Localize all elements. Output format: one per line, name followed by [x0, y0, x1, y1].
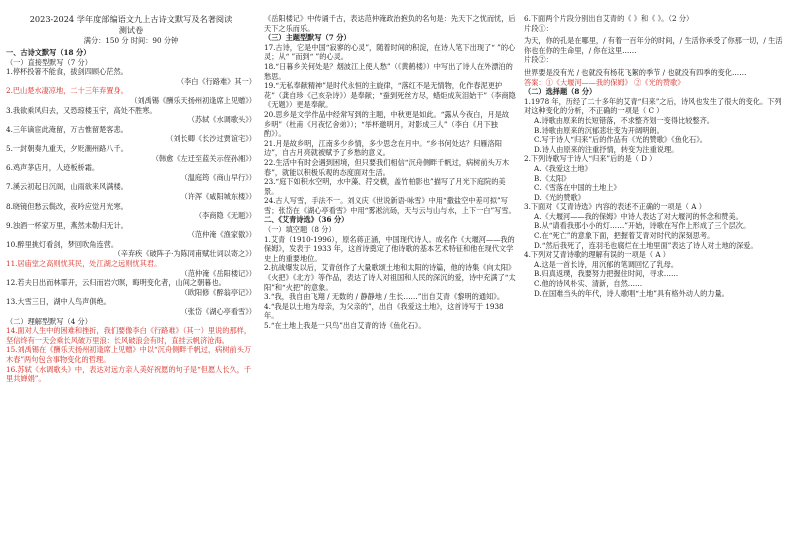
passage-1: 为天，你的孔是在哪里，/ 有着一百年分的时间，/ 生活你承受了你那一切，/ 生活你也在你的生命里，/ 你在这里……	[524, 36, 783, 55]
question-27: 3.“我，我自由飞翔 / 无数的 / 静静地 / 生长……”出自艾青《黎明的通知》。	[264, 292, 505, 302]
exam-title: 2023-2024 学年度部编语文九上古诗文默写及名著阅读	[29, 14, 233, 24]
question-13-source: （张岱《湖心亭看雪》）	[180, 307, 256, 317]
question-5-source: （韩愈《左迁至蓝关示侄孙湘》）	[151, 153, 256, 163]
section-heading: 一、古诗文默写（18 分）	[6, 48, 91, 57]
question-3-source: （苏轼《水调歌头》）	[187, 115, 256, 125]
question-16: 16.苏轼《水调歌头》中，表达对远方亲人美好祝愿的句子是“但愿人长久，千里共婵娟”。	[6, 364, 252, 384]
question-23: 23.“庭下如积水空明，水中藻、荇交横，盖竹柏影也”描写了月光下庭院的美景。	[264, 177, 506, 196]
question-10-source: （辛弃疾《破阵子·为陈同甫赋壮词以寄之》）	[113, 249, 256, 259]
subsection-heading: （一）直接型默写（7 分）	[6, 57, 92, 67]
question-7: 7.溪云初起日沉阁，山雨欲来风满楼。	[6, 182, 128, 192]
question-21: 21.月是故乡明，江南多少乡情，多少思念在月中。“乡书何处达？归雁洛阳边”，自古月亮就被赋予了乡愁的意义。	[264, 138, 502, 158]
option-b: B.归真返璞，我要努力把握住时间，寻求……	[534, 269, 679, 279]
option-d: D.“然后我死了，连羽毛也腐烂在土地里面”表达了诗人对土地的深爱。	[534, 240, 758, 250]
question-30: 6.下面两个片段分别出自艾青的《 》和《 》。（2 分）	[524, 14, 694, 23]
question-5: 5.一封朝奏九重天，夕贬潮州路八千。	[6, 143, 128, 153]
question-2-source: （刘禹锡《酬乐天扬州初逢席上见赠》）	[130, 95, 256, 105]
question-2: 2.巴山楚水凄凉地，二十三年弃置身。	[6, 86, 128, 96]
option-d: D.在国难当头的年代，诗人歌唱“土地”具有格外动人的力量。	[534, 288, 729, 298]
option-b: B.《太阳》	[534, 173, 571, 183]
question-11-source: （范仲淹《岳阳楼记》）	[180, 268, 256, 278]
passage-1-heading: 片段①：	[524, 23, 553, 33]
subsection-heading: （二）选择题（8 分）	[524, 87, 597, 97]
question-19: 19.“无私奉献精神”是时代永恒的主旋律，“落红不是无情物，化作春泥更护花”（龚自珍《己亥杂诗》）是奉献；“蚕到死丝方尽，蜡炬成灰泪始干”（李商隐《无题》）更是奉献。	[264, 81, 516, 110]
option-a: A.《大堰河——我的保姆》中诗人表达了对大堰河的怀念和赞美。	[534, 211, 743, 221]
passage-2-heading: 片段②：	[524, 55, 553, 65]
option-a: A.《我爱这土地》	[534, 163, 592, 173]
question-14: 14.面对人生中的困难和挫折，我们要像李白《行路难》（其一）里说的那样，坚信终有一天会乘长风破万里浪：长风破浪会有时，直挂云帆济沧海。	[6, 326, 252, 345]
question-8: 8.晓镜但愁云鬓改，夜吟应觉月光寒。	[6, 201, 128, 211]
option-d: D.《光的赞歌》	[534, 192, 585, 202]
subsection-heading: （三）主题型默写（7 分）	[264, 33, 351, 43]
option-c: C.写于诗人“归来”后的作品有《光的赞歌》《鱼化石》。	[534, 135, 707, 145]
section-heading: 二、《艾青诗选》（36 分）	[264, 215, 349, 225]
question-3: 3.我欲乘风归去，又恐琼楼玉宇，高处不胜寒。	[6, 105, 157, 115]
question-8-source: （李商隐《无题》）	[194, 211, 256, 221]
passage-2: 世界要是没有光 / 也就没有杨花飞絮的季节 / 也就没有四季的变化……	[524, 67, 747, 77]
question-12-source: （欧阳修《醉翁亭记》）	[180, 287, 256, 297]
option-c: C.《雪落在中国的土地上》	[534, 183, 621, 193]
question-6: 6.鸡声茅店月，人迹板桥霜。	[6, 163, 100, 173]
question-9-source: （范仲淹《渔家傲》）	[187, 230, 256, 240]
question-18: 18.“日暮乡关何处是？烟波江上使人愁”（《黄鹤楼》）中写出了诗人在外漂泊的愁思。	[264, 61, 513, 81]
question-34: 4.下列对艾青诗歌的理解有误的一项是（ A ）	[524, 250, 670, 260]
question-15: 15.刘禹锡在《酬乐天扬州初逢席上见赠》中以“沉舟侧畔千帆过，病树前头万木春”两句包含事物变化的哲理。	[6, 345, 252, 364]
option-c: C.他的诗风朴实、清新，自然……	[534, 279, 643, 289]
question-32: 2.下列诗歌写于诗人“归来”后的是（ D ）	[524, 154, 657, 164]
question-28: 4.“我是以土地为母亲，为父亲的”，出自《我爱这土地》，这首诗写于 1938 年。	[264, 301, 504, 321]
option-c: C.在“死亡”的意象下面，把握着艾青对时代的深刻思考。	[534, 231, 715, 241]
option-a: A.诗歌由原来的长短错落，不求整齐划一变得比较整齐。	[534, 115, 714, 125]
question-22: 22.生活中有时会遇到困境，但只要我们相信“沉舟侧畔千帆过，病树前头万木春”，就能以积极乐观的态度面对生活。	[264, 157, 510, 177]
question-7-source: （许浑《咸阳城东楼》）	[180, 191, 256, 201]
question-20: 20.思乡是文学作品中经常写到的主题，中秋更是如此。“露从今夜白，月是故乡明”（杜甫《月夜忆舍弟》）；“举杯邀明月，对影成三人”（李白《月下独酌》）。	[264, 109, 510, 139]
question-31: 1.1978 年，历经了二十多年的艾青“归来”之后，诗风也发生了很大的变化。下列对这种变化的分析，不正确的一项是（ C ）	[524, 96, 782, 116]
question-29: 5.“在土地上我是一只鸟”出自艾青的诗《鱼化石》。	[264, 321, 426, 330]
option-b: B.诗歌由原来的沉郁悲壮变为开阔明朗。	[534, 125, 664, 135]
question-13: 13.大雪三日，湖中人鸟声俱绝。	[6, 297, 111, 307]
question-9: 9.浊酒一杯家万里，燕然未勒归无计。	[6, 220, 128, 230]
question-10: 10.醉里挑灯看剑，梦回吹角连营。	[6, 239, 119, 249]
option-a: A.这是一首长诗，用沉郁的笔调回忆了乳母。	[534, 259, 679, 269]
question-24: 24.古人写雪，手法不一。刘义庆《世说新语·咏雪》中用“撒盐空中差可拟”写雪；张岱在《湖心亭看雪》中用“雾凇沆砀，天与云与山与水，上下一白”写雪。	[264, 196, 516, 215]
option-d: D.诗人由原来的注重抒情，转变为注重说理。	[534, 144, 679, 154]
column-left	[6, 14, 256, 384]
question-33: 3.下面对《艾青诗选》内容的表述不正确的一项是（ A ）	[524, 202, 706, 212]
question-11: 11.居庙堂之高则忧其民，处江湖之远则忧其君。	[6, 259, 162, 269]
exam-meta: 满分：150 分 时间：90 分钟	[83, 36, 179, 45]
answer: 答案：①《大堰河——我的保姆》 ②《光的赞歌》	[524, 77, 685, 87]
subsection-heading: （一）填空题（8 分）	[264, 225, 336, 235]
question-12: 12.若夫日出而林霏开，云归而岩穴暝，晦明变化者，山间之朝暮也。	[6, 278, 226, 288]
question-25: 1.艾青（1910-1996），原名蒋正涵，中国现代诗人。成名作《大堰河——我的保姆》，发表于 1933 年，这首诗奠定了他诗歌的基本艺术特征和他在现代文学史上的重要地位。	[264, 234, 515, 263]
question-26: 2.抗战爆发以后，艾青创作了大量歌颂土地和太阳的诗篇，他的诗集《向太阳》《火把》《北方》等作品，表达了诗人对祖国和人民的深沉的爱，诗中充满了“太阳”和“火把”的意象。	[264, 263, 516, 292]
column-middle	[264, 14, 516, 331]
exam-subtitle: 测试卷	[118, 25, 144, 35]
question-6-source: （温庭筠《商山早行》）	[180, 172, 256, 182]
subsection-heading: （二）理解型默写（4 分）	[6, 316, 92, 326]
question-17: 《岳阳楼记》中传诵千古，表达范仲淹政治抱负的名句是：先天下之忧而忧，后天下之乐而乐。	[264, 14, 516, 33]
option-b: B.从“请看我那小小的灯……”开始，诗歌在写作上形成了三个层次。	[534, 221, 751, 231]
question-4-source: （刘长卿《长沙过贾谊宅》）	[166, 134, 256, 144]
question-4: 4.三年谪宦此淹留，万古惟留楚客悲。	[6, 124, 128, 134]
question-1-source: （李白《行路难》其一）	[176, 76, 256, 86]
column-right	[524, 14, 786, 298]
question-1: 1.停杯投箸不能食，拔剑四顾心茫然。	[6, 67, 128, 77]
question-17b: 17.古诗，它是中国“寂寥的心灵”，随着时间的积淀，在诗人笔下出现了“ ”的心灵；从“ ”而到“ ”的心灵。	[264, 42, 516, 62]
